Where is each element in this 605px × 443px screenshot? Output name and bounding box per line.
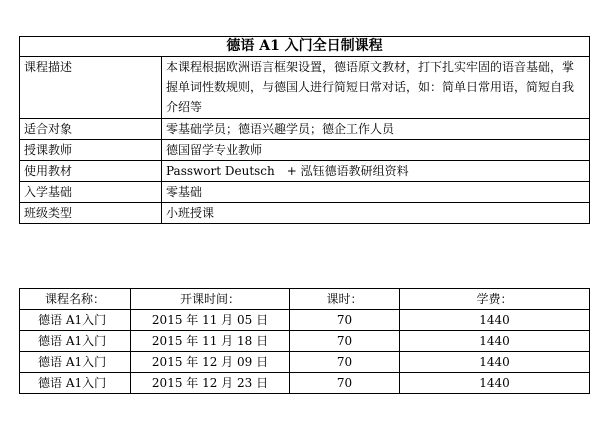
header-course-name: 课程名称：: [20, 289, 131, 310]
cell-hours: 70: [290, 331, 400, 352]
cell-start-date: 2015 年 12 月 09 日: [131, 352, 290, 373]
info-label-class-type: 班级类型: [20, 203, 162, 224]
info-value-textbook: Passwort Deutsch + 泓钰德语教研组资料: [162, 161, 590, 182]
cell-tuition: 1440: [400, 331, 590, 352]
cell-hours: 70: [290, 352, 400, 373]
info-value-teacher: 德国留学专业教师: [162, 140, 590, 161]
info-label-textbook: 使用教材: [20, 161, 162, 182]
info-row-textbook: [20, 161, 590, 182]
info-row-teacher: [20, 140, 590, 161]
info-label-audience: 适合对象: [20, 119, 162, 140]
cell-course-name: 德语 A1入门: [20, 373, 131, 394]
info-row-prerequisite: [20, 182, 590, 203]
cell-start-date: 2015 年 11 月 05 日: [131, 310, 290, 331]
table-row: [20, 352, 590, 373]
course-info-table: [19, 36, 590, 224]
schedule-table: [19, 288, 590, 394]
header-start-date: 开课时间：: [131, 289, 290, 310]
info-value-class-type: 小班授课: [162, 203, 590, 224]
cell-tuition: 1440: [400, 373, 590, 394]
info-value-prerequisite: 零基础: [162, 182, 590, 203]
info-value-audience: 零基础学员；德语兴趣学员；德企工作人员: [162, 119, 590, 140]
table-row: [20, 310, 590, 331]
info-label-description: 课程描述: [20, 57, 162, 119]
course-title-row: [20, 37, 590, 57]
info-row-class-type: [20, 203, 590, 224]
info-label-teacher: 授课教师: [20, 140, 162, 161]
info-row-audience: [20, 119, 590, 140]
cell-tuition: 1440: [400, 352, 590, 373]
cell-start-date: 2015 年 11 月 18 日: [131, 331, 290, 352]
cell-tuition: 1440: [400, 310, 590, 331]
info-row-description: [20, 57, 590, 119]
course-title: 德语 A1 入门全日制课程: [20, 37, 590, 57]
cell-course-name: 德语 A1入门: [20, 331, 131, 352]
cell-start-date: 2015 年 12 月 23 日: [131, 373, 290, 394]
table-row: [20, 373, 590, 394]
info-value-description: 本课程根据欧洲语言框架设置，德语原文教材，打下扎实牢固的语音基础，掌握单词性数规则，与德国人进行简短日常对话，如：简单日常用语，简短自我介绍等: [162, 57, 590, 119]
header-tuition: 学费：: [400, 289, 590, 310]
cell-course-name: 德语 A1入门: [20, 310, 131, 331]
cell-course-name: 德语 A1入门: [20, 352, 131, 373]
info-label-prerequisite: 入学基础: [20, 182, 162, 203]
cell-hours: 70: [290, 373, 400, 394]
schedule-header-row: [20, 289, 590, 310]
header-hours: 课时：: [290, 289, 400, 310]
cell-hours: 70: [290, 310, 400, 331]
table-row: [20, 331, 590, 352]
